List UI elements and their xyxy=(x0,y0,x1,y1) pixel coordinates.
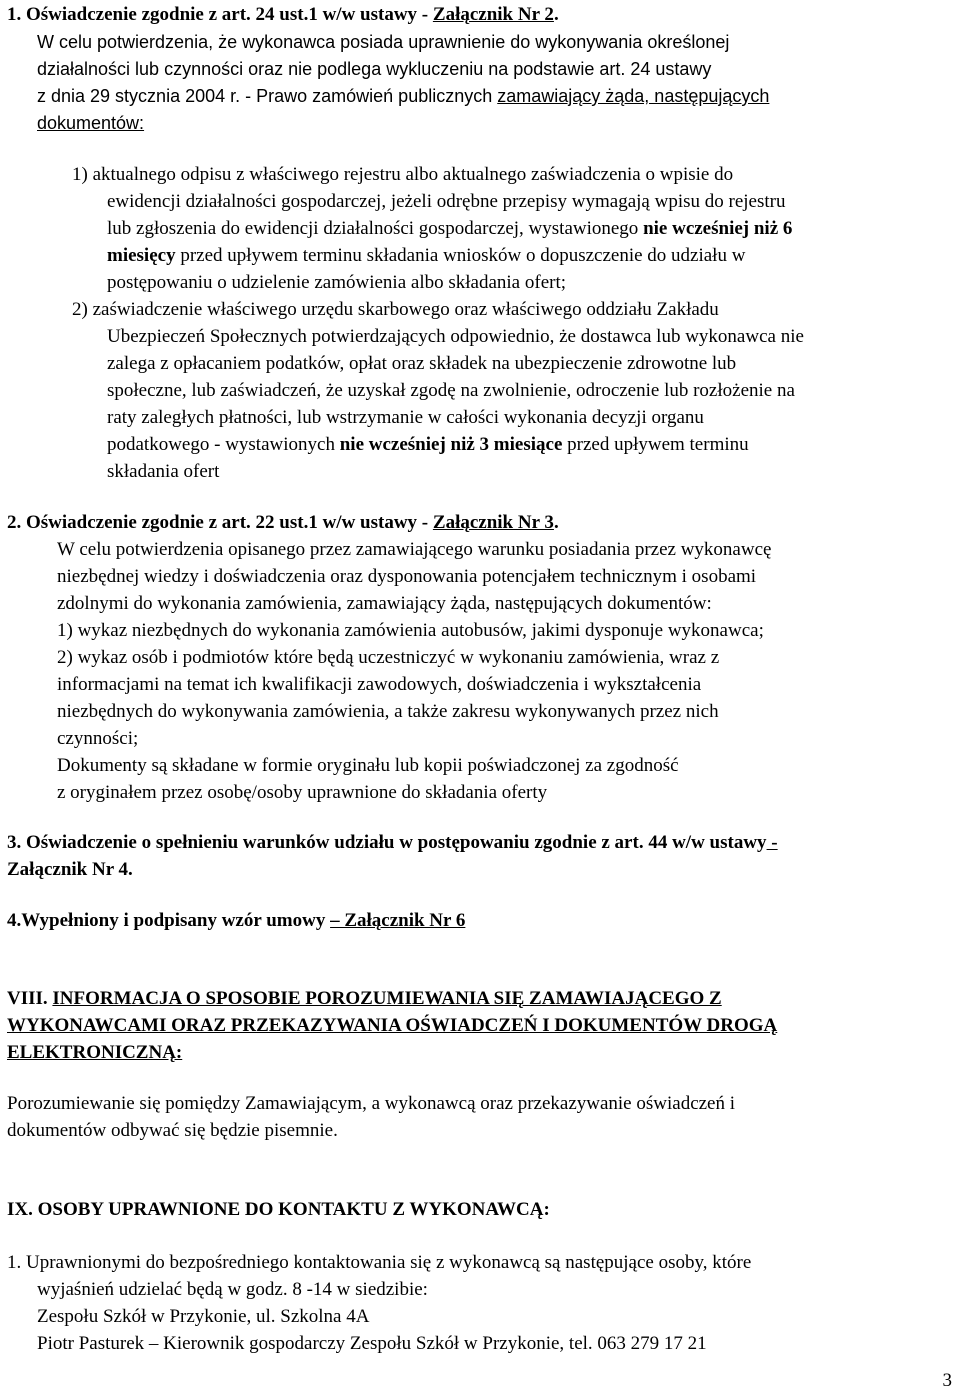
section-8-heading-line-1: VIII. INFORMACJA O SPOSOBIE POROZUMIEWANIA SIĘ ZAMAWIAJĄCEGO Z xyxy=(7,988,722,1009)
section-2-line-2: niezbędnej wiedzy i doświadczenia oraz dysponowania potencjałem technicznym i osobami xyxy=(57,566,757,587)
attachment-2-link: Załącznik Nr 2 xyxy=(432,4,554,25)
section-2-heading: 2. Oświadczenie zgodnie z art. 22 ust.1 w/w ustawy - Załącznik Nr 3. xyxy=(7,512,559,533)
doc-item-1-line-1: 1) aktualnego odpisu z właściwego rejestru albo aktualnego zaświadczenia o wpisie do xyxy=(72,164,734,185)
section-2-line-1: W celu potwierdzenia opisanego przez zamawiającego warunku posiadania przez wykonawcę xyxy=(57,539,772,560)
section-8-paragraph-line-2: dokumentów odbywać się będzie pisemnie. xyxy=(7,1120,338,1141)
doc-item-1-line-4: miesięcy przed upływem terminu składania wniosków o dopuszczenie do udziału w xyxy=(107,245,746,266)
section-2-line-10: z oryginałem przez osobę/osoby uprawnione do składania oferty xyxy=(57,782,548,803)
attachment-6-link: – Załącznik Nr 6 xyxy=(330,910,466,931)
section-1-heading xyxy=(7,2,559,29)
doc-item-1-line-5: postępowaniu o udzielenie zamówienia albo składania ofert; xyxy=(107,272,567,293)
section-1-intro-line-1: W celu potwierdzenia, że wykonawca posiada uprawnienie do wykonywania określonej xyxy=(37,32,730,52)
section-2-line-9: Dokumenty są składane w formie oryginału lub kopii poświadczonej za zgodność xyxy=(57,755,679,776)
doc-item-2-line-6: podatkowego - wystawionych nie wcześniej niż 3 miesiące przed upływem terminu xyxy=(107,434,749,455)
doc-item-1-line-3: lub zgłoszenia do ewidencji działalności gospodarczej, wystawionego nie wcześniej niż 6 xyxy=(107,218,793,239)
section-3-heading-line-2: Załącznik Nr 4. xyxy=(7,859,133,880)
section-1-intro-line-4: dokumentów: xyxy=(37,113,145,133)
section-2-line-8: czynności; xyxy=(57,728,139,749)
attachment-3-link: Załącznik Nr 3 xyxy=(432,512,554,533)
section-2-line-5: 2) wykaz osób i podmiotów które będą uczestniczyć w wykonaniu zamówienia, wraz z xyxy=(57,647,720,668)
section-1-heading-text: 1. Oświadczenie zgodnie z art. 24 ust.1 w/w ustawy - xyxy=(7,4,433,25)
section-3-heading-line-1: 3. Oświadczenie o spełnieniu warunków udziału w postępowaniu zgodnie z art. 44 w/w ustawy - xyxy=(7,832,778,853)
section-9-line-1: 1. Uprawnionymi do bezpośredniego kontaktowania się z wykonawcą są następujące osoby, które xyxy=(7,1252,752,1273)
section-8-paragraph-line-1: Porozumiewanie się pomiędzy Zamawiającym, a wykonawcą oraz przekazywanie oświadczeń i xyxy=(7,1093,736,1114)
section-2-line-4: 1) wykaz niezbędnych do wykonania zamówienia autobusów, jakimi dysponuje wykonawca; xyxy=(57,620,764,641)
section-4-heading: 4.Wypełniony i podpisany wzór umowy – Załącznik Nr 6 xyxy=(7,910,466,931)
section-9-line-4: Piotr Pasturek – Kierownik gospodarczy Zespołu Szkół w Przykonie, tel. 063 279 17 21 xyxy=(37,1333,707,1354)
section-1-intro-line-3: z dnia 29 stycznia 2004 r. - Prawo zamówień publicznych zamawiający żąda, następujących xyxy=(37,86,770,106)
doc-item-1-line-2: ewidencji działalności gospodarczej, jeżeli odrębne przepisy wymagają wpisu do rejestru xyxy=(107,191,786,212)
doc-item-2-line-3: zalega z opłacaniem podatków, opłat oraz składek na ubezpieczenie zdrowotne lub xyxy=(107,353,737,374)
section-2-line-3: zdolnymi do wykonania zamówienia, zamawiający żąda, następujących dokumentów: xyxy=(57,593,712,614)
section-9-line-3: Zespołu Szkół w Przykonie, ul. Szkolna 4A xyxy=(37,1306,370,1327)
doc-item-2-line-4: społeczne, lub zaświadczeń, że uzyskał zgodę na zwolnienie, odroczenie lub rozłożenie na xyxy=(107,380,795,401)
doc-item-2-line-2: Ubezpieczeń Społecznych potwierdzających odpowiednio, że dostawca lub wykonawca nie xyxy=(107,326,804,347)
section-8-heading-line-2: WYKONAWCAMI ORAZ PRZEKAZYWANIA OŚWIADCZEŃ I DOKUMENTÓW DROGĄ xyxy=(7,1015,778,1036)
doc-item-2-line-1: 2) zaświadczenie właściwego urzędu skarbowego oraz właściwego oddziału Zakładu xyxy=(72,299,719,320)
doc-item-2-line-5: raty zaległych płatności, lub wstrzymanie w całości wykonania decyzji organu xyxy=(107,407,704,428)
section-9-heading: IX. OSOBY UPRAWNIONE DO KONTAKTU Z WYKONAWCĄ: xyxy=(7,1199,550,1220)
section-1-heading-end: . xyxy=(553,4,559,25)
doc-item-2-line-7: składania ofert xyxy=(107,461,220,482)
section-2-line-6: informacjami na temat ich kwalifikacji zawodowych, doświadczenia i wykształcenia xyxy=(57,674,702,695)
section-9-line-2: wyjaśnień udzielać będą w godz. 8 -14 w siedzibie: xyxy=(37,1279,428,1300)
page-number: 3 xyxy=(942,1370,952,1391)
section-2-line-7: niezbędnych do wykonywania zamówienia, a także zakresu wykonywanych przez nich xyxy=(57,701,719,722)
section-1-intro-line-2: działalności lub czynności oraz nie podlega wykluczeniu na podstawie art. 24 ustawy xyxy=(37,59,712,79)
section-8-heading-line-3: ELEKTRONICZNĄ: xyxy=(7,1042,183,1063)
